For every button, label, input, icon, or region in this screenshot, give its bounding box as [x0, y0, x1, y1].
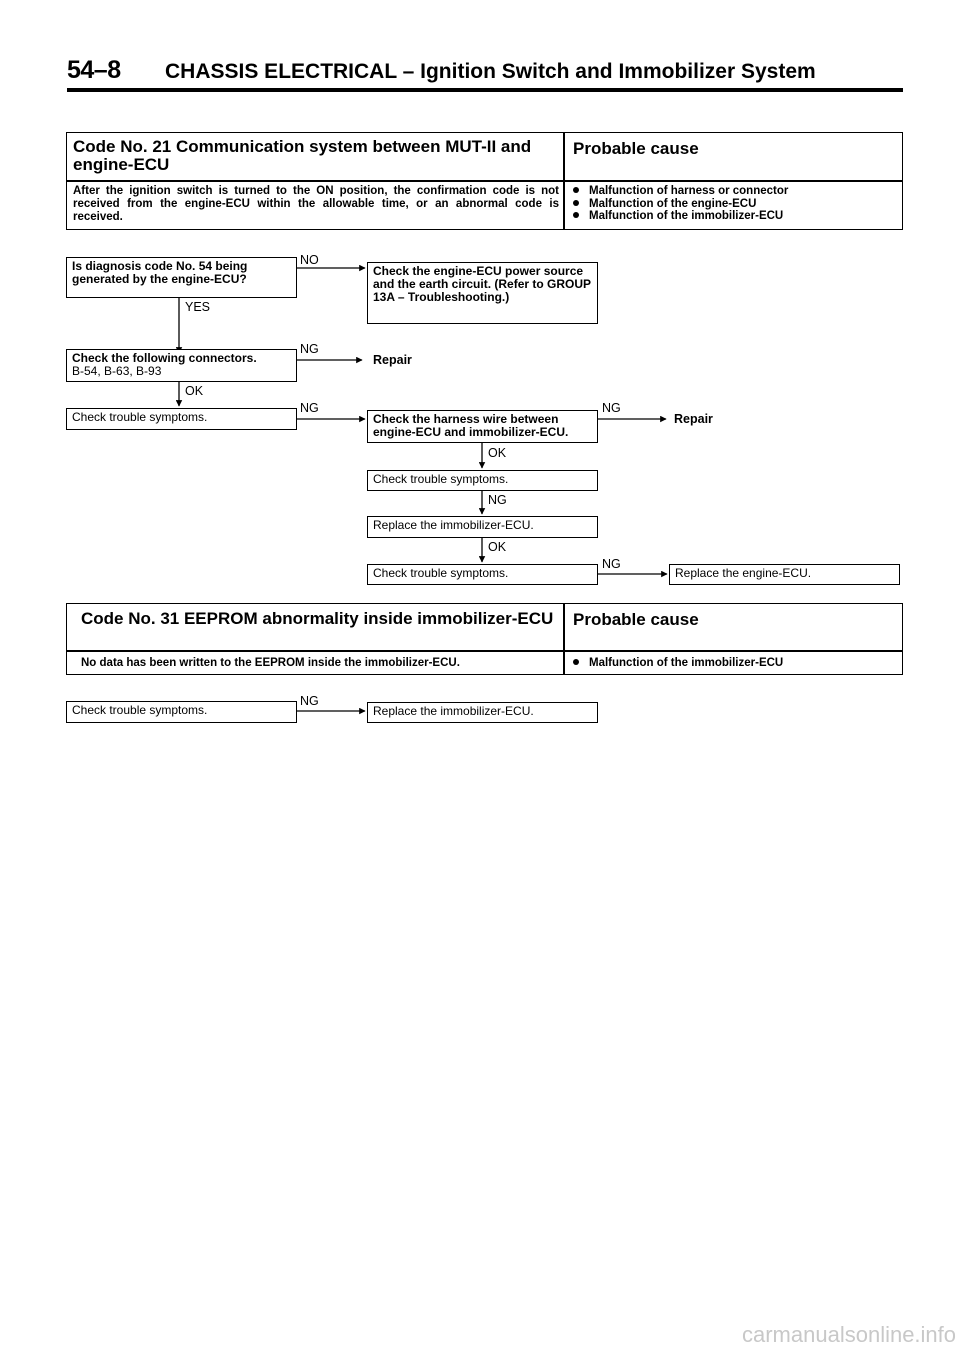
code31-description: No data has been written to the EEPROM inside the immobilizer-ECU.: [81, 657, 460, 669]
label-ok: OK: [185, 384, 204, 398]
code21-description: After the ignition switch is turned to the ON position, the confirmation code is not received from the engine-ECU within the allowable time, or an abnormal code is received.: [73, 185, 559, 223]
watermark: carmanualsonline.info: [742, 1322, 957, 1347]
code31-cause-heading: Probable cause: [573, 610, 699, 629]
replace-immobilizer-box: Replace the immobilizer-ECU.: [367, 516, 598, 538]
page-number: 54–8: [67, 56, 121, 84]
label-ok: OK: [488, 540, 507, 554]
symptoms-box-2: Check trouble symptoms.: [367, 470, 598, 491]
replace-immobilizer-box-2: Replace the immobilizer-ECU.: [367, 702, 598, 723]
connectors-list: B-54, B-63, B-93: [72, 364, 162, 378]
bullet-icon: [573, 659, 579, 665]
symptoms-box-3: Check trouble symptoms.: [367, 564, 598, 585]
label-ng: NG: [602, 557, 621, 571]
label-yes: YES: [185, 300, 211, 314]
code31-table: [66, 603, 903, 675]
connectors-title: Check the following connectors.: [72, 351, 257, 365]
label-ok: OK: [488, 446, 507, 460]
harness-box: Check the harness wire between engine-ECU and immobilizer-ECU.: [367, 410, 598, 443]
cause-item: Malfunction of the immobilizer-ECU: [573, 210, 893, 223]
cause-item: Malfunction of the immobilizer-ECU: [573, 657, 893, 670]
cause-item: Malfunction of the engine-ECU: [573, 198, 893, 211]
label-no: NO: [300, 253, 319, 267]
replace-engine-box: Replace the engine-ECU.: [669, 564, 900, 585]
code31-divider-h: [67, 650, 902, 652]
code31-causes: [573, 657, 893, 670]
code21-cause-heading: Probable cause: [573, 139, 699, 158]
label-ng: NG: [300, 694, 319, 708]
connectors-box: [66, 349, 297, 382]
symptoms-box-1: Check trouble symptoms.: [66, 408, 297, 430]
code21-title: Code No. 21 Communication system between MUT-II and engine-ECU: [73, 137, 532, 174]
repair-label: Repair: [373, 353, 412, 367]
code31-title: Code No. 31 EEPROM abnormality inside immobilizer-ECU: [81, 609, 554, 628]
repair-label: Repair: [674, 412, 713, 426]
symptoms-box-4: Check trouble symptoms.: [66, 701, 297, 723]
label-ng: NG: [488, 493, 507, 507]
code31-divider-v: [563, 604, 565, 674]
label-ng: NG: [602, 401, 621, 415]
label-ng: NG: [300, 401, 319, 415]
power-check-box: Check the engine-ECU power source and the earth circuit. (Refer to GROUP 13A – Troubleshooting.): [367, 262, 598, 324]
label-ng: NG: [300, 342, 319, 356]
cause-item: Malfunction of harness or connector: [573, 185, 893, 198]
q1-box: Is diagnosis code No. 54 being generated by the engine-ECU?: [66, 257, 297, 298]
page-title: CHASSIS ELECTRICAL – Ignition Switch and Immobilizer System: [165, 60, 816, 83]
